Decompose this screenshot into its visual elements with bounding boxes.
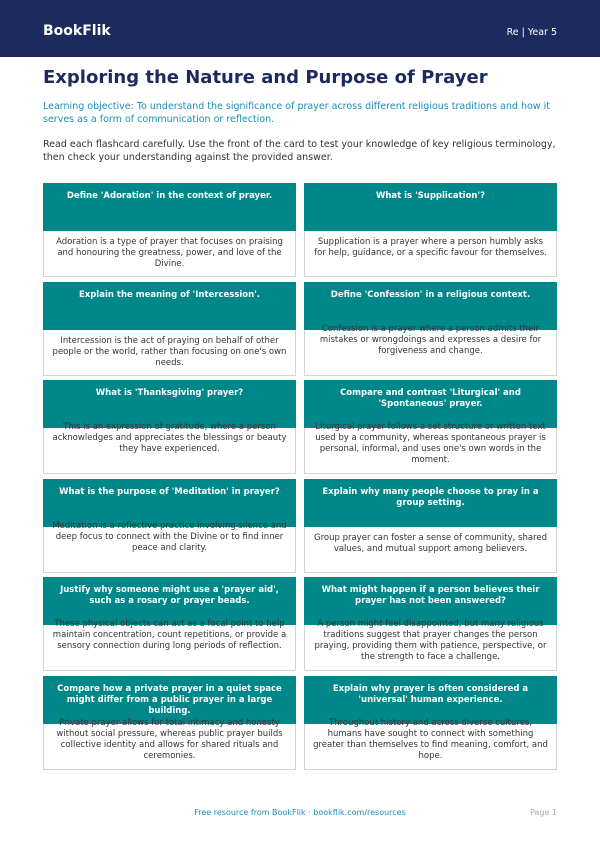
brand-logo: BookFlik xyxy=(43,23,111,39)
flashcard-answer: A person might feel disappointed, but many religious traditions suggest that prayer changes the person praying, providing them with patience, perspective, or the strength to face a challenge. xyxy=(304,625,557,671)
flashcard-question: Justify why someone might use a 'prayer aid', such as a rosary or prayer beads. xyxy=(43,577,296,625)
flashcard xyxy=(304,479,557,573)
flashcard xyxy=(304,676,557,770)
flashcard-answer: Liturgical prayer follows a set structure or written text used by a community, whereas spontaneous prayer is personal, informal, and uses one's own words in the moment. xyxy=(304,428,557,474)
footer-link[interactable]: Free resource from BookFlik · bookflik.com/resources xyxy=(194,808,406,817)
flashcard-answer: Adoration is a type of prayer that focuses on praising and honouring the greatness, power, and love of the Divine. xyxy=(43,231,296,277)
flashcard-question: Explain the meaning of 'Intercession'. xyxy=(43,282,296,330)
flashcard-question: Define 'Adoration' in the context of prayer. xyxy=(43,183,296,231)
flashcard-question: Compare how a private prayer in a quiet space might differ from a public prayer in a large building. xyxy=(43,676,296,724)
flashcard-question: What is 'Thanksgiving' prayer? xyxy=(43,380,296,428)
flashcard-answer: Intercession is the act of praying on behalf of other people or the world, rather than focusing on one's own needs. xyxy=(43,330,296,376)
flashcard xyxy=(304,183,557,277)
learning-objective: Learning objective: To understand the significance of prayer across different religious traditions and how it serves as a form of communication or reflection. xyxy=(43,101,550,125)
flashcard-answer: Meditation is a reflective practice involving silence and deep focus to connect with the Divine or to find inner peace and clarity. xyxy=(43,527,296,573)
flashcard xyxy=(304,282,557,376)
subject-year-label: Re | Year 5 xyxy=(506,27,557,38)
header-bar xyxy=(0,0,600,57)
flashcard xyxy=(304,577,557,671)
page-title: Exploring the Nature and Purpose of Prayer xyxy=(43,67,488,88)
flashcard-question: Explain why prayer is often considered a 'universal' human experience. xyxy=(304,676,557,724)
flashcard-answer: Confession is a prayer where a person admits their mistakes or wrongdoings and expresses a desire for forgiveness and change. xyxy=(304,330,557,376)
flashcard-answer: These physical objects can act as a focal point to help maintain concentration, count repetitions, or provide a sensory connection during long periods of reflection. xyxy=(43,625,296,671)
flashcard xyxy=(43,577,296,671)
flashcard xyxy=(304,380,557,474)
flashcard-question: Compare and contrast 'Liturgical' and 'Spontaneous' prayer. xyxy=(304,380,557,428)
flashcard-answer: This is an expression of gratitude, where a person acknowledges and appreciates the blessings or beauty they have experienced. xyxy=(43,428,296,474)
flashcard-question: Define 'Confession' in a religious context. xyxy=(304,282,557,330)
flashcard-question: What is 'Supplication'? xyxy=(304,183,557,231)
flashcard-question: What is the purpose of 'Meditation' in prayer? xyxy=(43,479,296,527)
flashcard xyxy=(43,282,296,376)
flashcard xyxy=(43,380,296,474)
flashcard-answer: Group prayer can foster a sense of community, shared values, and mutual support among believers. xyxy=(304,527,557,573)
flashcard xyxy=(43,183,296,277)
flashcard-question: Explain why many people choose to pray in a group setting. xyxy=(304,479,557,527)
flashcard-answer: Throughout history and across diverse cultures, humans have sought to connect with something greater than themselves to find meaning, comfort, and hope. xyxy=(304,724,557,770)
page-number: Page 1 xyxy=(530,808,557,817)
flashcard-question: What might happen if a person believes their prayer has not been answered? xyxy=(304,577,557,625)
instructions: Read each flashcard carefully. Use the front of the card to test your knowledge of key religious terminology, then check your understanding against the provided answer. xyxy=(43,139,556,163)
flashcard-answer: Private prayer allows for total intimacy and honesty without social pressure, whereas public prayer builds collective identity and allows for shared rituals and ceremonies. xyxy=(43,724,296,770)
flashcard xyxy=(43,479,296,573)
flashcard-answer: Supplication is a prayer where a person humbly asks for help, guidance, or a specific favour for themselves. xyxy=(304,231,557,277)
flashcard xyxy=(43,676,296,770)
